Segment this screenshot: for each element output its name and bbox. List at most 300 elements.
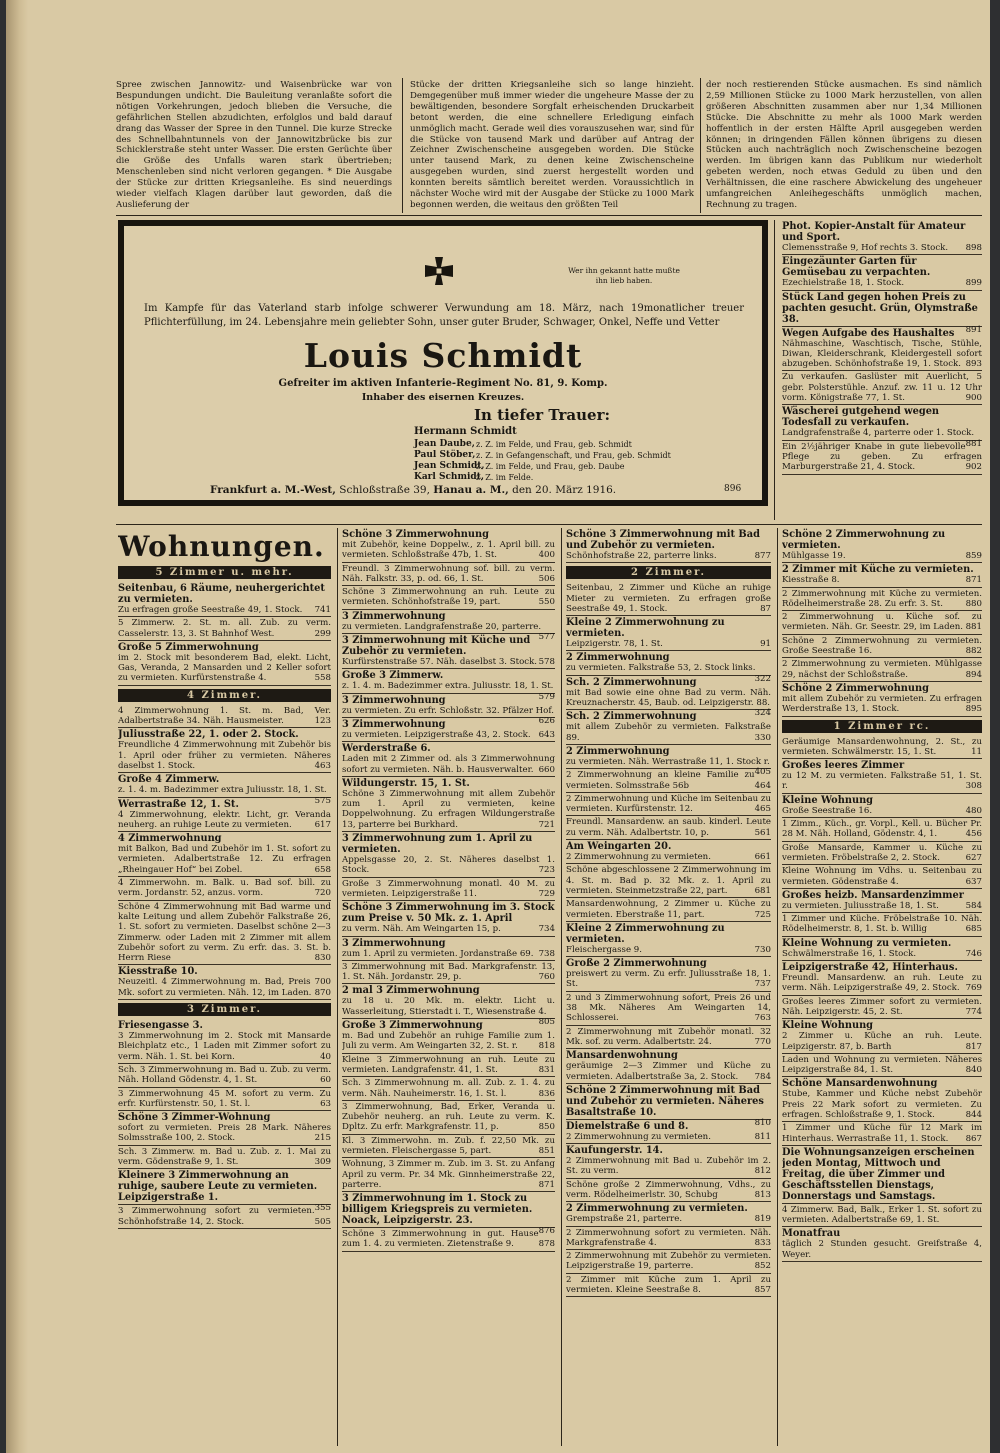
ad-number: 833 <box>754 1237 771 1248</box>
mourner-relation: z. Z. im Felde, und Frau, geb. Daube <box>476 462 625 471</box>
ad-number: 505 <box>314 1216 331 1227</box>
ad-number: 900 <box>965 393 982 404</box>
mourner-name: Karl Schmidt, <box>414 472 484 482</box>
ad-number: 725 <box>754 909 771 920</box>
classified-ad <box>342 1054 555 1078</box>
classified-ad <box>342 634 555 669</box>
section-title: Wohnungen. <box>118 530 325 563</box>
classified-ad <box>782 937 982 961</box>
ad-text: Leipzigerstr. 78, 1. St. <box>566 639 663 650</box>
ad-text: z. 1. 4. m. Badezimmer extra. Juliusstr. 18, 1. St. <box>342 681 554 692</box>
ad-body <box>342 879 555 900</box>
ad-body <box>566 1251 771 1272</box>
ad-body <box>566 1132 771 1142</box>
ad-body <box>566 1027 771 1048</box>
ad-headline: Großes leeres Zimmer <box>782 760 905 772</box>
ad-number: 729 <box>538 888 555 899</box>
classified-ad <box>566 1117 771 1144</box>
mourner-relation: z. Z. im Felde, und Frau, geb. Schmidt <box>476 440 632 449</box>
ad-body <box>782 949 982 959</box>
ad-number: 878 <box>538 1239 555 1250</box>
ad-text: Zu verkaufen. Gaslüster mit Auerlicht, 5 gebr. Polsterstühle. Anzuf. zw. 11 u. 12 Uhr vorm. Königstraße 77, 1. St. <box>782 372 982 404</box>
classified-ad <box>118 877 331 901</box>
ad-body <box>118 1147 331 1168</box>
ad-headline: Mansardenwohnung <box>566 1050 678 1062</box>
ad-body <box>566 865 771 896</box>
ad-number: 11 <box>971 746 982 757</box>
ad-body <box>566 969 771 990</box>
ad-headline: Kiesstraße 10. <box>118 966 198 978</box>
ad-number: 867 <box>965 1133 982 1144</box>
classified-ad <box>342 1135 555 1159</box>
ad-text: mit Zubehör, keine Doppelw., z. 1. April bill. zu vermieten. Schloßstraße 47b, 1. St. <box>342 540 555 561</box>
ad-text: zu vermieten. Zu erfr. Schloßstr. 32. Pfälzer Hof. <box>342 705 554 716</box>
ad-number: 400 <box>538 550 555 561</box>
mourner-name: Jean Schmidt, <box>414 461 485 471</box>
classified-ad <box>342 1101 555 1135</box>
ad-number: 746 <box>965 948 982 959</box>
ad-number: 850 <box>538 1122 555 1133</box>
ad-body <box>118 706 331 727</box>
column-divider <box>774 220 775 520</box>
ad-number: 681 <box>754 885 771 896</box>
article-text: der noch restierenden Stücke ausmachen. Es sind nämlich 2,59 Millionen Stücke zu 1000 Mark herzustellen, von allen größeren Abschnitten zusammen aber nur 1,34 Millionen Stücke. Die Abschnitte zu mehr als 1000 Mark werden hoffentlich in der ersten Hälfte April ausgegeben werden können; in dringenden Fällen können übrigens zu diesen Stücken auch nachträglich noch Zwischenscheine bezogen werden. Im übrigen kann das Publikum nur wiederholt gebeten werden, noch etwas Geduld zu üben und den Verhältnissen, die eine raschere Abwickelung des ungeheuer umfangreichen Anleihegeschäfts unmöglich machen, Rechnung zu tragen. <box>706 80 982 210</box>
classified-ad <box>566 1144 771 1179</box>
ad-number: 723 <box>538 865 555 876</box>
classified-ad <box>782 438 982 475</box>
ad-text: z. 1. 4. m. Badezimmer extra Juliusstr. 18, 1. St. <box>118 785 327 796</box>
ad-code: 896 <box>724 484 742 494</box>
ad-body <box>342 1159 555 1190</box>
classified-ad <box>782 1227 982 1262</box>
ad-text: Freundl. 3 Zimmerwohnung sof. bill. zu verm. Näh. Falkstr. 33, p. od. 66, 1. St. <box>342 563 555 584</box>
classified-ad <box>342 878 555 902</box>
ad-number: 741 <box>314 605 331 615</box>
ad-number: 87 <box>760 603 771 614</box>
ad-headline: 2 mal 3 Zimmerwohnung <box>342 985 480 997</box>
classified-ad <box>566 1179 771 1203</box>
ad-number: 215 <box>314 1133 331 1144</box>
ad-text: Neuzeitl. 4 Zimmerwohnung m. Bad, Preis 700 Mk. sofort zu vermieten. Näh. 12, im Laden. <box>118 977 331 998</box>
ad-text: Große Seestraße 16. <box>782 805 873 816</box>
classified-ad <box>566 864 771 898</box>
mourner-name: Jean Daube, <box>414 439 475 449</box>
place-frankfurt: Frankfurt a. M.-West, <box>210 484 336 496</box>
classified-ad <box>566 1049 771 1084</box>
ad-headline: 2 Zimmerwohnung zu vermieten. <box>566 1203 748 1215</box>
ad-number: 617 <box>314 819 331 830</box>
ad-number: 658 <box>314 864 331 875</box>
ad-text: Zu erfragen große Seestraße 49, 1. Stock. <box>118 605 303 615</box>
ad-text: Stube, Kammer und Küche nebst Zubehör Preis 22 Mark sofort zu vermieten. Zu erfragen. Schloßstraße 9, 1. Stock. <box>782 1089 982 1120</box>
ad-headline: Eingezäunter Garten für Gemüsebau zu verpachten. <box>782 256 931 279</box>
ad-body <box>566 817 771 838</box>
ad-text: 1 Zimm., Küch., gr. Vorpl., Kell. u. Bücher Pr. 28 M. Näh. Holland, Gödenstr. 4, 1. <box>782 819 982 840</box>
classified-ad <box>118 901 331 966</box>
classified-ad <box>118 728 331 773</box>
classified-ad <box>342 610 555 643</box>
ad-number: 813 <box>754 1189 771 1200</box>
ad-text: 4 Zimmerw. Bad, Balk., Erker 1. St. sofort zu vermieten. Adalbertstraße 69, 1. St. <box>782 1204 982 1226</box>
classified-ad <box>782 682 982 717</box>
ad-body <box>118 878 331 899</box>
ad-body <box>566 1180 771 1201</box>
ad-headline: Monatfrau <box>782 1228 841 1240</box>
ad-headline: Werderstraße 6. <box>342 743 431 755</box>
ad-number: 550 <box>538 597 555 608</box>
classified-ad <box>782 1077 982 1122</box>
ad-body <box>342 789 555 830</box>
ad-number: 819 <box>754 1214 771 1225</box>
classified-ad <box>118 795 331 833</box>
classified-ad <box>342 715 555 742</box>
classified-ad <box>342 937 555 961</box>
ad-text: Ezechielstraße 18, 1. Stock. <box>782 278 905 289</box>
ad-text: 1 Zimmer und Küche für 12 Mark im Hinterhaus. Werrastraße 11, 1. Stock. <box>782 1123 982 1144</box>
ad-text: Kiesstraße 8. <box>782 575 840 586</box>
ad-number: 63 <box>320 1098 331 1109</box>
classified-ad <box>566 582 771 616</box>
ad-text: 4 Zimmerwohn. m. Balk. u. Bad sof. bill. zu verm. Jordanstr. 52, anzus. vorm. <box>118 878 331 899</box>
ad-headline: Kleine Wohnung <box>782 1020 874 1032</box>
ad-headline: Große 5 Zimmerwohnung <box>118 641 259 653</box>
ad-headline: Stück Land gegen hohen Preis zu pachten gesucht. Grün, Olymstraße 38. <box>782 291 978 325</box>
classified-ad <box>782 658 982 682</box>
ad-number: 91 <box>760 639 771 650</box>
classified-ad <box>782 635 982 659</box>
classified-ad <box>342 1019 555 1054</box>
ad-body <box>782 1123 982 1144</box>
ad-body <box>782 973 982 994</box>
ad-number: 355 <box>314 1203 331 1214</box>
ad-text: 2 Zimmerwohnung und Küche im Seitenbau zu vermieten. Kurfürstenstr. 12. <box>566 793 771 815</box>
classified-ad <box>566 922 771 957</box>
ad-text: Nähmaschine, Waschtisch, Tische, Stühle, Diwan, Kleiderschrank, Kleidergestell sofort abzugeben. Schönhofstraße 19, 1. Stock. <box>782 338 982 370</box>
classified-ad <box>782 563 982 587</box>
ad-body <box>782 901 982 911</box>
ad-body <box>342 855 555 876</box>
ad-number: 584 <box>965 900 982 911</box>
ad-body <box>342 657 555 667</box>
ad-number: 463 <box>314 760 331 771</box>
ad-number: 898 <box>965 243 982 253</box>
ad-headline: Große 4 Zimmerw. <box>118 774 220 786</box>
ad-text: Schwälmerstraße 16, 1. Stock. <box>782 948 917 959</box>
ad-headline: 3 Zimmerwohnung zum 1. April zu vermieten. <box>342 833 533 856</box>
ad-number: 852 <box>754 1261 771 1272</box>
ad-text: Seitenbau, 2 Zimmer und Küche an ruhige Mieter zu vermieten. Zu erfragen große Seestraße 49, 1. Stock. <box>566 583 771 614</box>
ad-body <box>566 722 771 743</box>
classified-ad <box>566 1250 771 1274</box>
ad-number: 859 <box>965 551 982 561</box>
ad-body <box>118 1123 331 1144</box>
ad-number: 876 <box>538 1226 555 1237</box>
ad-number: 575 <box>314 795 331 806</box>
classified-ad <box>566 957 771 992</box>
ad-headline: Schöne 3 Zimmerwohnung mit Bad und Zubehör zu vermieten. <box>566 529 760 551</box>
ad-text: preiswert zu verm. Zu erfr. Juliusstraße 18, 1. St. <box>566 969 771 990</box>
ad-text: Schöne 3 Zimmerwohnung an ruh. Leute zu vermieten. Schönhofstraße 19, part. <box>342 587 555 608</box>
ad-body <box>342 962 555 983</box>
ad-headline: Friesengasse 3. <box>118 1020 203 1032</box>
ad-body <box>782 1031 982 1052</box>
ad-number: 734 <box>538 924 555 935</box>
ad-number: 737 <box>754 979 771 990</box>
ad-headline: Sch. 2 Zimmerwohnung <box>566 676 697 688</box>
ad-number: 811 <box>754 1131 771 1142</box>
ad-body <box>566 551 771 561</box>
classified-ad <box>782 1019 982 1054</box>
ad-body <box>782 442 982 473</box>
ad-headline: Schöne 3 Zimmerwohnung <box>342 529 490 540</box>
ad-number: 730 <box>754 944 771 955</box>
classified-ad <box>342 961 555 985</box>
ad-number: 851 <box>538 1145 555 1156</box>
ad-headline: Kleine Wohnung <box>782 794 874 806</box>
ad-headline: Kleine Wohnung zu vermieten. <box>782 937 952 949</box>
classified-ad <box>566 673 771 719</box>
ad-headline: Große 3 Zimmerwohnung <box>342 1020 483 1032</box>
ad-text: Schönhofstraße 22, parterre links. <box>566 551 717 561</box>
ad-headline: 3 Zimmerwohnung <box>342 694 446 706</box>
classified-ad <box>782 961 982 996</box>
ad-number: 308 <box>965 781 982 792</box>
ad-headline: Schöne 3 Zimmer-Wohnung <box>118 1112 271 1124</box>
ad-text: 2 Zimmerwohnung mit Bad u. Zubehör im 2. St. zu verm. <box>566 1156 771 1177</box>
ad-body <box>782 819 982 840</box>
ad-body <box>782 806 982 816</box>
ad-headline: Schöne 2 Zimmerwohnung zu vermieten. <box>782 529 946 551</box>
ad-body <box>566 770 771 791</box>
ad-body <box>782 589 982 610</box>
ad-number: 894 <box>965 669 982 680</box>
ad-number: 40 <box>320 1051 331 1062</box>
column-divider <box>777 528 778 1446</box>
ad-headline: Sch. 2 Zimmerwohnung <box>566 711 697 723</box>
classified-ad <box>566 992 771 1026</box>
ad-body <box>782 694 982 715</box>
ad-body <box>782 612 982 633</box>
ad-text: 3 Zimmerwohnung mit Bad. Markgrafenstr. 13, 1. St. Näh. Jordanstr. 29, p. <box>342 961 555 983</box>
classified-ad <box>782 588 982 612</box>
ad-text: Kleine Wohnung im Vdhs. u. Seitenbau zu vermieten. Gödenstraße 4. <box>782 866 982 887</box>
ad-body <box>342 730 555 740</box>
ad-body <box>782 1089 982 1120</box>
ad-body <box>342 587 555 608</box>
ad-headline: Schöne 2 Zimmerwohnung <box>782 682 930 694</box>
ad-body <box>782 1239 982 1260</box>
obituary-notice <box>118 220 768 506</box>
ad-number: 893 <box>965 359 982 370</box>
classified-ad <box>782 405 982 449</box>
ad-body <box>118 1065 331 1086</box>
ad-number: 330 <box>754 732 771 743</box>
housing-column-3 <box>566 528 771 1446</box>
classified-ad <box>118 582 331 617</box>
deceased-medal: Inhaber des eisernen Kreuzes. <box>361 392 525 403</box>
classified-ad <box>342 1077 555 1101</box>
ad-number: 902 <box>965 462 982 473</box>
ad-body <box>342 1136 555 1157</box>
deceased-name: Louis Schmidt <box>303 336 583 375</box>
ad-number: 661 <box>754 852 771 863</box>
ad-body <box>782 914 982 935</box>
classified-ad <box>342 586 555 610</box>
classified-ad <box>118 1088 331 1112</box>
category-band: 1 Zimmer rc. <box>782 720 982 733</box>
ad-headline: 3 Zimmerwohnung mit Küche und Zubehör zu vermieten. <box>342 635 531 658</box>
ad-number: 637 <box>965 876 982 887</box>
ad-headline: Wäscherei gutgehend wegen Todesfall zu verkaufen. <box>782 406 940 429</box>
ad-number: 831 <box>538 1064 555 1075</box>
classified-ad <box>118 1169 331 1214</box>
classified-ad <box>566 769 771 793</box>
ad-body <box>118 653 331 684</box>
ad-headline: Werrastraße 12, 1. St. <box>118 798 239 810</box>
ad-text: 4 Zimmerwohnung 1. St. m. Bad, Ver. Adalbertstraße 34. Näh. Hausmeister. <box>118 705 331 727</box>
ad-text: 4 Zimmerwohnung, elektr. Licht, gr. Veranda neuherg. an ruhige Leute zu vermieten. <box>118 809 331 830</box>
section-divider <box>116 524 982 525</box>
deceased-rank: Gefreiter im aktiven Infanterie-Regiment No. 81, 9. Komp. <box>278 378 608 389</box>
ad-headline: Wegen Aufgabe des Haushaltes <box>782 327 955 339</box>
ad-number: 891 <box>965 324 982 335</box>
housing-column-2 <box>342 528 555 1446</box>
ad-text: Freundliche 4 Zimmerwohnung mit Zubehör bis 1. April oder früher zu vermieten. Näheres daselbst 1. Stock. <box>118 740 331 771</box>
ad-number: 774 <box>965 1006 982 1017</box>
classified-ad <box>782 889 982 913</box>
ad-body <box>342 1229 555 1250</box>
ad-number: 760 <box>538 972 555 983</box>
article-column-3 <box>706 80 982 215</box>
classified-ad <box>342 742 555 777</box>
article-text: Spree zwischen Jannowitz- und Waisenbrücke war von Bespundungen undicht. Die Bauleitung veranlaßte sofort die nötigen Vorkehrungen, jedoch blieben die Versuche, die gefährlichen Stellen abzudichten, erfolglos und bald darauf drang das Wasser der Spree in den Tunnel. Die kurze Strecke des Schnellbahntunnels von der Jannowitzbrücke bis zur Schicklerstraße steht unter Wasser. Die ersten Gerüchte über die Größe des Unfalls waren stark übertrieben; Menschenleben sind nicht verloren gegangen. * Die Ausgabe der Stücke zur dritten Kriegsanleihe. Es sind neuerdings wieder vielfach Klagen darüber laut geworden, daß die Auslieferung der <box>116 80 392 210</box>
ad-headline: Diemelstraße 6 und 8. <box>566 1120 689 1132</box>
column-divider <box>561 528 562 1446</box>
ad-text: mit Balkon, Bad und Zubehör im 1. St. sofort zu vermieten. Adalbertstraße 12. Zu erfragen „Rheingauer Hof“ bei Zobel. <box>118 844 331 875</box>
classified-ad <box>118 965 331 1000</box>
ad-text: Freundl. Mansardenw. an saub. kinderl. Leute zu verm. Näh. Adalbertstr. 10, p. <box>566 817 771 838</box>
ad-headline: Juliusstraße 22, 1. oder 2. Stock. <box>118 729 299 741</box>
obituary-date: den 20. März 1916. <box>508 484 617 496</box>
classified-ad <box>782 1054 982 1078</box>
ad-text: Ein 2½jähriger Knabe in gute liebevolle Pflege zu geben. Zu erfragen Marburgerstraße 21, 4. Stock. <box>782 441 982 473</box>
classified-ad <box>782 794 982 818</box>
classified-ad <box>566 616 771 651</box>
ad-number: 871 <box>965 575 982 586</box>
classified-ad <box>782 611 982 635</box>
ad-headline: Seitenbau, 6 Räume, neuhergerichtet zu vermieten. <box>118 583 325 605</box>
category-band: 5 Zimmer u. mehr. <box>118 566 331 579</box>
ad-headline: 3 Zimmerwohnung <box>342 937 446 949</box>
ad-text: Laden mit 2 Zimmer od. als 3 Zimmerwohnung sofort zu vermieten. Näh. b. Hausverwalter. <box>342 754 555 775</box>
ad-body <box>566 899 771 920</box>
ad-body <box>782 843 982 864</box>
classified-ad <box>342 563 555 587</box>
mourner-name: Hermann Schmidt <box>414 426 517 437</box>
ad-text: Landgrafenstraße 4, parterre oder 1. Stock. <box>782 428 975 439</box>
ad-text: 3 Zimmerwohnung im 2. Stock mit Mansarde Bleichplatz etc., 1 Laden mit Zimmer sofort zu verm. Näh. 1. St. bei Korn. <box>118 1031 331 1062</box>
ad-body <box>566 639 771 649</box>
ad-headline: Großes heizb. Mansardenzimmer <box>782 889 964 901</box>
ad-text: zu 18 u. 20 Mk. m. elektr. Licht u. Wasserleitung, Stierstadt i. T., Wiesenstraße 4. <box>342 996 555 1017</box>
ad-text: Laden und Wohnung zu vermieten. Näheres Leipzigerstraße 84, 1. St. <box>782 1054 982 1076</box>
classified-ad <box>566 1274 771 1298</box>
ad-body <box>566 756 771 778</box>
ad-headline: 2 Zimmerwohnung <box>566 745 670 757</box>
classified-ad <box>118 832 331 877</box>
ad-number: 324 <box>754 708 771 719</box>
ad-body <box>342 621 555 643</box>
ad-body <box>782 551 982 561</box>
ad-headline: Schöne 2 Zimmerwohnung mit Bad und Zubehör zu vermieten. Näheres Basaltstraße 10. <box>566 1084 764 1118</box>
ad-number: 721 <box>538 819 555 830</box>
column-divider <box>700 78 701 213</box>
ad-number: 836 <box>538 1088 555 1099</box>
ad-number: 805 <box>538 1017 555 1028</box>
ad-text: 3 Zimmerwohnung 45 M. sofort zu verm. Zu erfr. Kurfürstenstr. 50, 1. St. l. <box>118 1088 331 1109</box>
ad-headline: 3 Zimmerwohnung <box>342 610 446 622</box>
ad-body <box>118 902 331 964</box>
ad-headline: 4 Zimmerwohnung <box>118 833 222 845</box>
ad-body <box>566 1214 771 1224</box>
ad-headline: 2 Zimmerwohnung <box>566 652 670 664</box>
ad-text: Sch. 3 Zimmerwohnung m. Bad u. Zub. zu verm. Näh. Holland Gödenstr. 4, 1. St. <box>118 1064 331 1086</box>
ad-text: Geräumige Mansardenwohnung, 2. St., zu vermieten. Schwälmerstr. 15, 1. St. <box>782 736 982 757</box>
ad-number: 456 <box>965 829 982 840</box>
ad-number: 763 <box>754 1013 771 1024</box>
ad-number: 810 <box>754 1117 771 1128</box>
ad-body <box>566 1061 771 1082</box>
ad-text: im 2. Stock mit besonderem Bad, elekt. Licht, Gas, Veranda, 2 Mansarden und 2 Keller sofort zu vermieten. Kurfürstenstraße 4. <box>118 652 331 684</box>
ad-text: Schöne große 2 Zimmerwohnung, Vdhs., zu verm. Rödelheimerlstr. 30, Schubg <box>566 1179 771 1200</box>
classified-ad <box>782 818 982 842</box>
ad-body <box>782 771 982 792</box>
ad-text: 3 Zimmerwohnung, Bad, Erker, Veranda u. Zubehör neuherg. an ruh. Leute zu verm. K. Dpltz. Zu erfr. Markgrafenstr. 11, p. <box>342 1101 555 1133</box>
ad-headline: Phot. Kopier-Anstalt für Amateur und Sport. <box>782 221 966 243</box>
ad-text: zu verm. Näh. Am Weingarten 15, p. <box>342 924 501 935</box>
ad-headline: 2 Zimmer mit Küche zu vermieten. <box>782 564 974 576</box>
classified-ad <box>118 705 331 729</box>
ad-body <box>118 1089 331 1110</box>
article-column-2 <box>410 80 694 215</box>
ad-headline: Schöne Mansardenwohnung <box>782 1078 938 1090</box>
ad-number: 818 <box>538 1041 555 1052</box>
ad-text: Mühlgasse 19. <box>782 551 846 561</box>
ad-headline: Kleine 2 Zimmerwohnung zu vermieten. <box>566 922 725 945</box>
iron-cross-icon <box>424 256 454 286</box>
classified-ad <box>342 528 555 563</box>
classified-ad <box>566 745 771 778</box>
ad-text: zum 1. April zu vermieten. Jordanstraße 69. <box>342 948 534 959</box>
ad-text: sofort zu vermieten. Preis 28 Mark. Näheres Solmsstraße 100, 2. Stock. <box>118 1123 331 1144</box>
ad-number: 769 <box>965 983 982 994</box>
classified-ad <box>342 1228 555 1252</box>
binding-spine <box>6 0 28 1453</box>
ad-number: 882 <box>965 646 982 657</box>
ad-number: 840 <box>965 1065 982 1076</box>
ad-number: 643 <box>538 729 555 740</box>
ad-number: 857 <box>754 1285 771 1296</box>
ad-text: 1 Zimmer und Küche. Fröbelstraße 10. Näh. Rödelheimerstr. 8, 1. St. b. Willig <box>782 914 982 935</box>
ad-body <box>566 583 771 614</box>
ad-body <box>566 945 771 955</box>
classified-ad <box>566 840 771 864</box>
classified-ad <box>118 1205 331 1229</box>
ad-text: Clemensstraße 9, Hof rechts 3. Stock. <box>782 243 949 253</box>
classified-ad <box>118 641 331 686</box>
classified-ad <box>782 913 982 937</box>
ad-number: 578 <box>538 657 555 668</box>
